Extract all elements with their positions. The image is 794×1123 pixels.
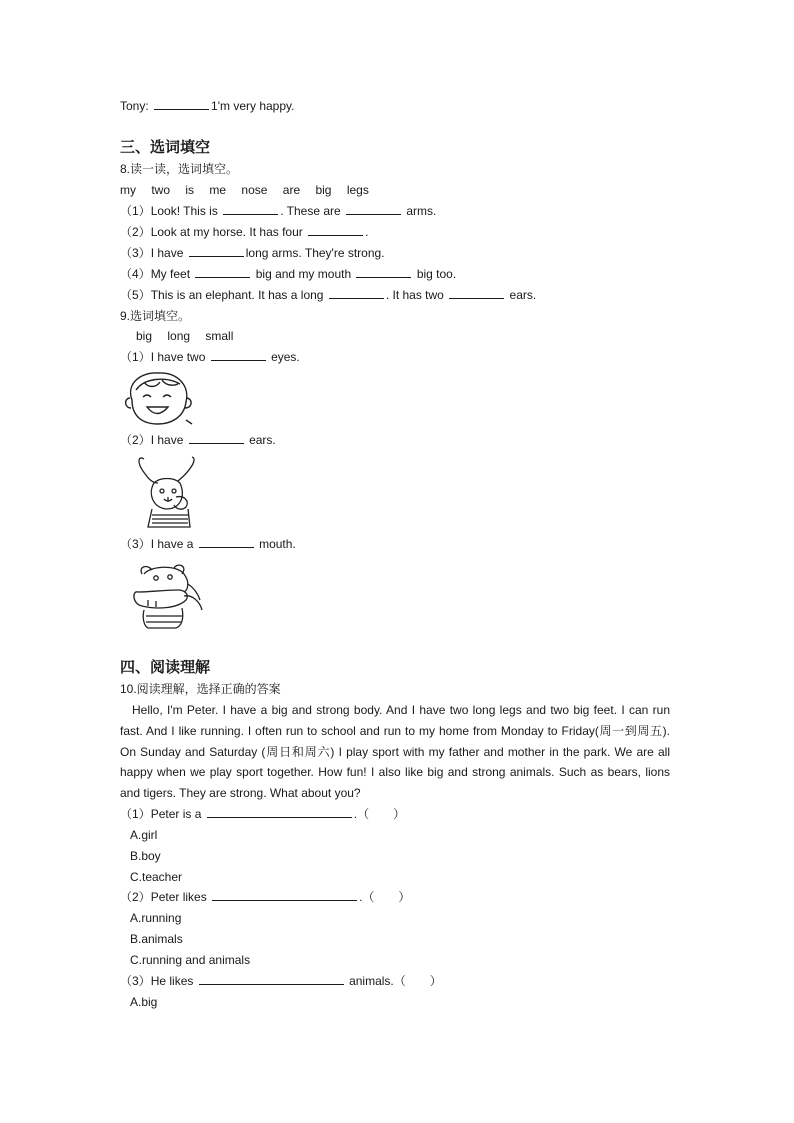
- word-bank-item: small: [205, 329, 234, 343]
- item-text: I have: [150, 246, 184, 260]
- word-bank: [136, 328, 245, 344]
- speaker-label: Tony:: [120, 99, 149, 113]
- item-text: eyes.: [271, 350, 300, 364]
- answer-blank[interactable]: [189, 245, 244, 257]
- item-text: arms.: [406, 204, 437, 218]
- item-text: big and my mouth: [255, 267, 352, 281]
- question-title: 9.选词填空。: [120, 309, 191, 323]
- word-bank-item: my: [120, 183, 136, 197]
- answer-blank[interactable]: [329, 287, 384, 299]
- answer-blank[interactable]: [195, 266, 250, 278]
- answer-blank[interactable]: [199, 973, 344, 985]
- question-item: [120, 266, 456, 282]
- item-number: （3）: [120, 537, 151, 551]
- item-text: ears.: [509, 288, 537, 302]
- item-text: Peter is a: [150, 807, 202, 821]
- item-text: ears.: [249, 433, 276, 447]
- smiling-child-face-icon: [122, 370, 198, 426]
- answer-blank[interactable]: [223, 203, 278, 215]
- item-text: He likes: [150, 974, 194, 988]
- section-heading: 四、阅读理解: [120, 658, 211, 676]
- item-text: I have a: [150, 537, 194, 551]
- answer-blank[interactable]: [308, 224, 363, 236]
- question-item: [120, 287, 536, 303]
- hippo-icon: [128, 560, 208, 630]
- word-bank-item: big: [136, 329, 153, 343]
- item-number: （3）: [120, 246, 151, 260]
- question-item: [120, 973, 442, 989]
- word-bank-item: two: [151, 183, 171, 197]
- tony-line: [120, 98, 294, 114]
- question-item: [120, 889, 410, 905]
- choice-option[interactable]: A.big: [130, 995, 158, 1009]
- item-text: Peter likes: [150, 890, 207, 904]
- item-number: （1）: [120, 807, 151, 821]
- word-bank-item: me: [209, 183, 227, 197]
- item-number: （2）: [120, 433, 151, 447]
- question-item: [120, 432, 276, 448]
- choice-option[interactable]: A.girl: [130, 828, 158, 842]
- answer-blank[interactable]: [154, 98, 209, 110]
- word-bank: [120, 182, 381, 198]
- item-text: animals.（ ）: [349, 974, 442, 988]
- item-text: long arms. They're strong.: [245, 246, 385, 260]
- answer-blank[interactable]: [356, 266, 411, 278]
- reading-passage: Hello, I'm Peter. I have a big and strong body. And I have two long legs and two big feet. I can run fast. And I like running. I often run to school and run to my home from Monday to Friday(周一到周五). On Sunday and Saturday (周日和周六) I play sport with my father and mother in the park. We are all happy when we play sport together. How fun! I also like big and strong animals. Such as bears, lions and tigers. They are strong. What about you?: [120, 703, 670, 801]
- choice-option[interactable]: B.animals: [130, 932, 183, 946]
- item-text: big too.: [416, 267, 457, 281]
- item-text: .: [365, 225, 369, 239]
- item-number: （2）: [120, 890, 151, 904]
- answer-blank[interactable]: [346, 203, 401, 215]
- question-item: [120, 224, 368, 240]
- question-title: 10.阅读理解，选择正确的答案: [120, 682, 281, 696]
- item-text: mouth.: [259, 537, 296, 551]
- item-text: I have: [150, 433, 184, 447]
- answer-blank[interactable]: [207, 806, 352, 818]
- answer-blank[interactable]: [211, 349, 266, 361]
- question-item: [120, 245, 385, 261]
- item-text: Look! This is: [150, 204, 218, 218]
- item-text: I have two: [150, 350, 206, 364]
- word-bank-item: legs: [346, 183, 369, 197]
- answer-blank[interactable]: [212, 889, 357, 901]
- question-title: 8.读一读，选词填空。: [120, 162, 239, 176]
- question-item: [120, 349, 300, 365]
- question-item: [120, 203, 436, 219]
- question-item: [120, 536, 296, 552]
- item-text: .（ ）: [359, 890, 411, 904]
- item-number: （3）: [120, 974, 151, 988]
- question-item: [120, 806, 405, 822]
- item-number: （1）: [120, 350, 151, 364]
- item-number: （5）: [120, 288, 151, 302]
- word-bank-item: nose: [241, 183, 268, 197]
- item-number: （2）: [120, 225, 151, 239]
- item-number: （4）: [120, 267, 151, 281]
- choice-option[interactable]: B.boy: [130, 849, 161, 863]
- word-bank-item: big: [315, 183, 332, 197]
- item-text: . These are: [280, 204, 341, 218]
- item-text: My feet: [150, 267, 191, 281]
- choice-option[interactable]: C.teacher: [130, 870, 183, 884]
- item-number: （1）: [120, 204, 151, 218]
- item-text: . It has two: [385, 288, 444, 302]
- word-bank-item: is: [185, 183, 195, 197]
- answer-blank[interactable]: [199, 536, 254, 548]
- choice-option[interactable]: C.running and animals: [130, 953, 251, 967]
- rabbit-icon: [130, 453, 202, 529]
- word-bank-item: long: [167, 329, 191, 343]
- item-text: This is an elephant. It has a long: [150, 288, 324, 302]
- answer-blank[interactable]: [449, 287, 504, 299]
- word-bank-item: are: [282, 183, 301, 197]
- item-text: Look at my horse. It has four: [150, 225, 303, 239]
- answer-blank[interactable]: [189, 432, 244, 444]
- choice-option[interactable]: A.running: [130, 911, 182, 925]
- item-text: .（ ）: [353, 807, 406, 821]
- section-heading: 三、选词填空: [120, 138, 211, 156]
- line-text: 1'm very happy.: [211, 99, 295, 113]
